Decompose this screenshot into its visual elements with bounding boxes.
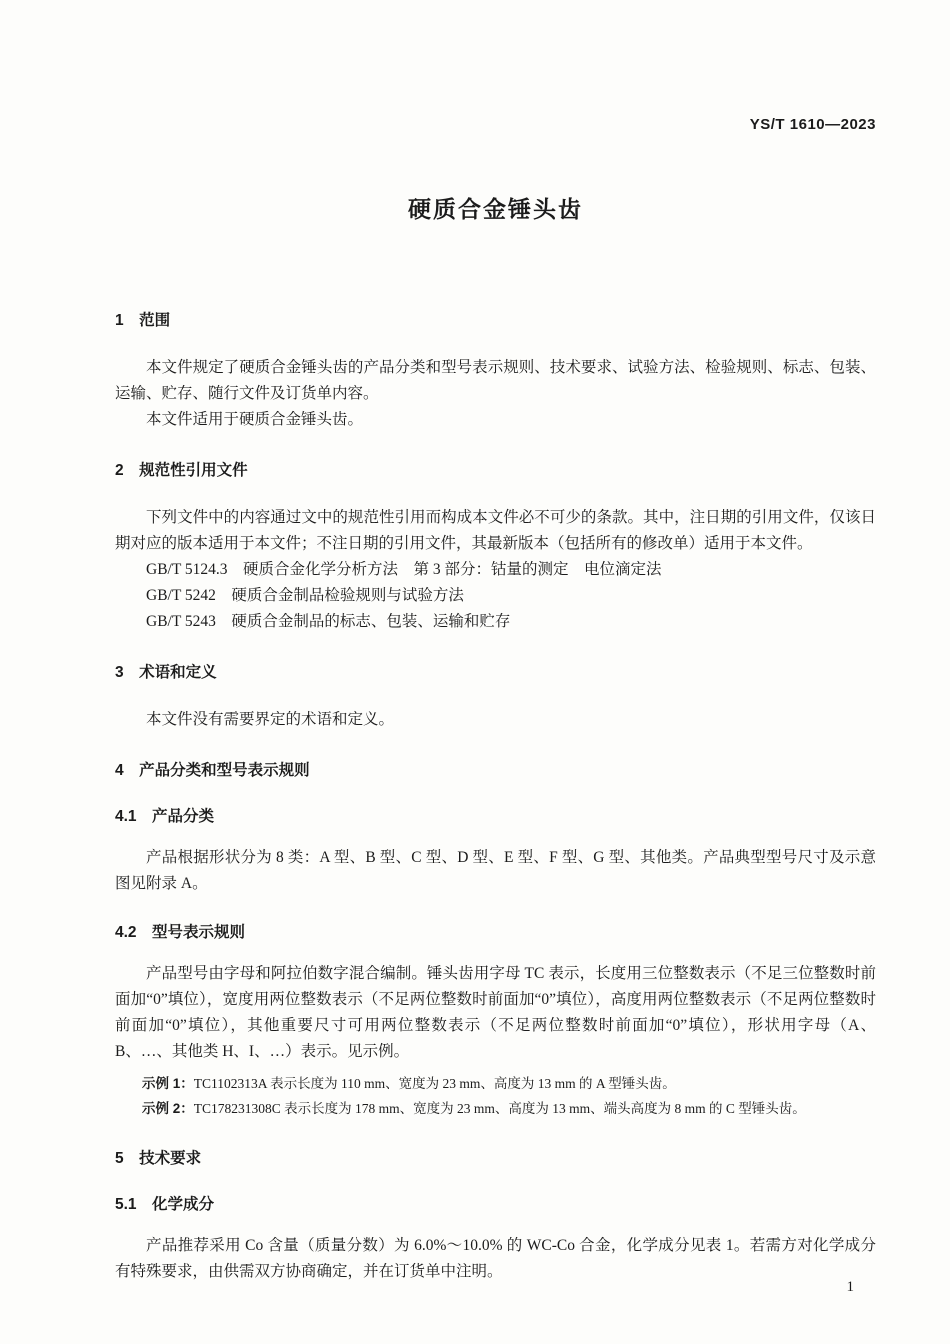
paragraph-model-designation: 产品型号由字母和阿拉伯数字混合编制。锤头齿用字母 TC 表示，长度用三位整数表示（不足三位整数时前面加“0”填位），宽度用两位整数表示（不足两位整数时前面加“0”填位），高度用两位整数表示（不足两位整数时前面加“0”填位），其他重要尺寸可用两位整数表示（不足两位整数时前面加“0”填位），形状用字母（A、B、…、其他类 H、I、…）表示。见示例。 bbox=[115, 965, 876, 1060]
section-heading-technical-requirements: 5 技术要求 bbox=[115, 1150, 202, 1167]
paragraph-product-classification: 产品根据形状分为 8 类：A 型、B 型、C 型、D 型、E 型、F 型、G 型、其他类。产品典型型号尺寸及示意图见附录 A。 bbox=[115, 849, 876, 892]
section-heading-normative-references: 2 规范性引用文件 bbox=[115, 462, 248, 479]
example-list bbox=[142, 1071, 876, 1121]
reference-item: GB/T 5124.3 硬质合金化学分析方法 第 3 部分：钴量的测定 电位滴定法 bbox=[146, 561, 662, 578]
example-item bbox=[142, 1071, 876, 1096]
example-text: TC1102313A 表示长度为 110 mm、宽度为 23 mm、高度为 13 mm 的 A 型锤头齿。 bbox=[193, 1076, 676, 1091]
page-number: 1 bbox=[846, 1279, 854, 1295]
subsection-heading-model-designation: 4.2 型号表示规则 bbox=[115, 924, 246, 941]
subsection-heading-chemical-composition: 5.1 化学成分 bbox=[115, 1196, 215, 1213]
section-heading-scope: 1 范围 bbox=[115, 312, 171, 329]
document-title: 硬质合金锤头齿 bbox=[408, 196, 583, 222]
example-label: 示例 1： bbox=[142, 1076, 194, 1091]
paragraph-scope-1: 本文件规定了硬质合金锤头齿的产品分类和型号表示规则、技术要求、试验方法、检验规则、标志、包装、运输、贮存、随行文件及订货单内容。 bbox=[115, 359, 876, 402]
paragraph-terms-definitions: 本文件没有需要界定的术语和定义。 bbox=[146, 711, 395, 728]
example-item bbox=[142, 1096, 876, 1121]
paragraph-scope-2: 本文件适用于硬质合金锤头齿。 bbox=[146, 411, 364, 428]
paragraph-normative-references: 下列文件中的内容通过文中的规范性引用而构成本文件必不可少的条款。其中，注日期的引用文件，仅该日期对应的版本适用于本文件；不注日期的引用文件，其最新版本（包括所有的修改单）适用于本文件。 bbox=[115, 509, 876, 552]
section-heading-terms-definitions: 3 术语和定义 bbox=[115, 664, 217, 681]
reference-item: GB/T 5243 硬质合金制品的标志、包装、运输和贮存 bbox=[146, 613, 511, 630]
standard-number: YS/T 1610—2023 bbox=[749, 116, 876, 133]
paragraph-chemical-composition: 产品推荐采用 Co 含量（质量分数）为 6.0%～10.0% 的 WC-Co 合金，化学成分见表 1。若需方对化学成分有特殊要求，由供需双方协商确定，并在订货单中注明。 bbox=[115, 1237, 876, 1280]
example-label: 示例 2： bbox=[142, 1101, 194, 1116]
section-heading-classification: 4 产品分类和型号表示规则 bbox=[115, 762, 310, 779]
reference-list bbox=[146, 557, 876, 635]
example-text: TC178231308C 表示长度为 178 mm、宽度为 23 mm、高度为 13 mm、端头高度为 8 mm 的 C 型锤头齿。 bbox=[193, 1101, 806, 1116]
subsection-heading-product-classification: 4.1 产品分类 bbox=[115, 808, 215, 825]
reference-item: GB/T 5242 硬质合金制品检验规则与试验方法 bbox=[146, 587, 464, 604]
